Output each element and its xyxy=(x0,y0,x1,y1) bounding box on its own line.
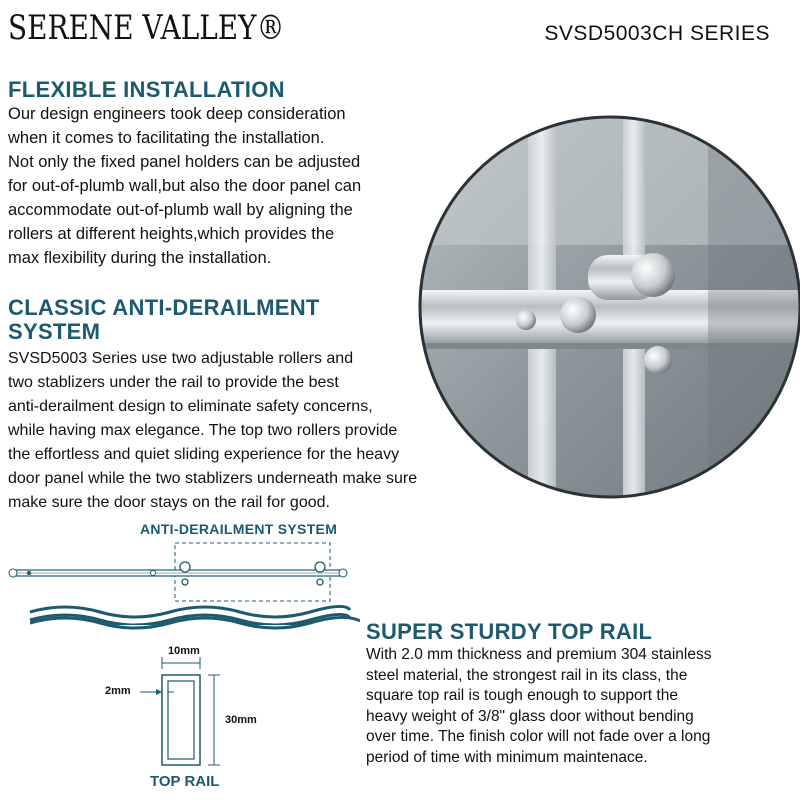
anti-derailment-diagram-title: ANTI-DERAILMENT SYSTEM xyxy=(140,521,338,537)
paragraph-line: heavy weight of 3/8" glass door without bending xyxy=(366,707,694,725)
paragraph-line: rollers at different heights,which provides the xyxy=(8,225,335,243)
anti-derailment-body xyxy=(8,347,448,515)
paragraph-line: Our design engineers took deep consideration xyxy=(8,105,346,123)
brand-logo: SERENE VALLEY® xyxy=(8,8,285,48)
paragraph-line: SVSD5003 Series use two adjustable rollers and xyxy=(8,350,354,367)
thickness-dimension-label: 2mm xyxy=(105,685,131,697)
anti-derailment-diagram xyxy=(5,540,360,625)
paragraph-line: period of time with minimum maintenace. xyxy=(366,748,648,766)
paragraph-line: Not only the fixed panel holders can be adjusted xyxy=(8,153,361,171)
paragraph-line: With 2.0 mm thickness and premium 304 stainless xyxy=(366,646,712,663)
wave-decoration xyxy=(30,615,360,635)
heading-line: SYSTEM xyxy=(8,319,101,344)
height-dimension-label: 30mm xyxy=(225,714,257,726)
top-rail-label: TOP RAIL xyxy=(150,773,220,790)
top-rail-cross-section xyxy=(140,655,230,770)
flexible-installation-heading: FLEXIBLE INSTALLATION xyxy=(8,77,285,102)
series-title: SVSD5003CH SERIES xyxy=(544,22,770,45)
paragraph-line: over time. The finish color will not fade over a long xyxy=(366,728,711,745)
flexible-installation-body xyxy=(8,102,438,270)
paragraph-line: accommodate out-of-plumb wall by aligning the xyxy=(8,201,353,219)
paragraph-line: make sure the door stays on the rail for good. xyxy=(8,494,330,511)
paragraph-line: two stablizers under the rail to provide the best xyxy=(8,374,339,391)
paragraph-line: square top rail is tough enough to support the xyxy=(366,687,678,704)
top-rail-body xyxy=(366,645,796,768)
anti-derailment-heading xyxy=(8,296,320,344)
paragraph-line: when it comes to facilitating the installation. xyxy=(8,129,325,147)
paragraph-line: the effortless and quiet sliding experience for the heavy xyxy=(8,446,400,463)
heading-line: CLASSIC ANTI-DERAILMENT xyxy=(8,295,320,320)
paragraph-line: while having max elegance. The top two rollers provide xyxy=(8,422,398,439)
paragraph-line: door panel while the two stablizers underneath make sure xyxy=(8,470,418,487)
paragraph-line: steel material, the strongest rail in its class, the xyxy=(366,666,688,684)
paragraph-line: max flexibility during the installation. xyxy=(8,249,272,267)
width-dimension-label: 10mm xyxy=(168,645,200,657)
top-rail-heading: SUPER STURDY TOP RAIL xyxy=(366,619,653,644)
paragraph-line: for out-of-plumb wall,but also the door panel can xyxy=(8,177,362,195)
product-detail-photo xyxy=(418,115,800,500)
paragraph-line: anti-derailment design to eliminate safety concerns, xyxy=(8,398,373,415)
